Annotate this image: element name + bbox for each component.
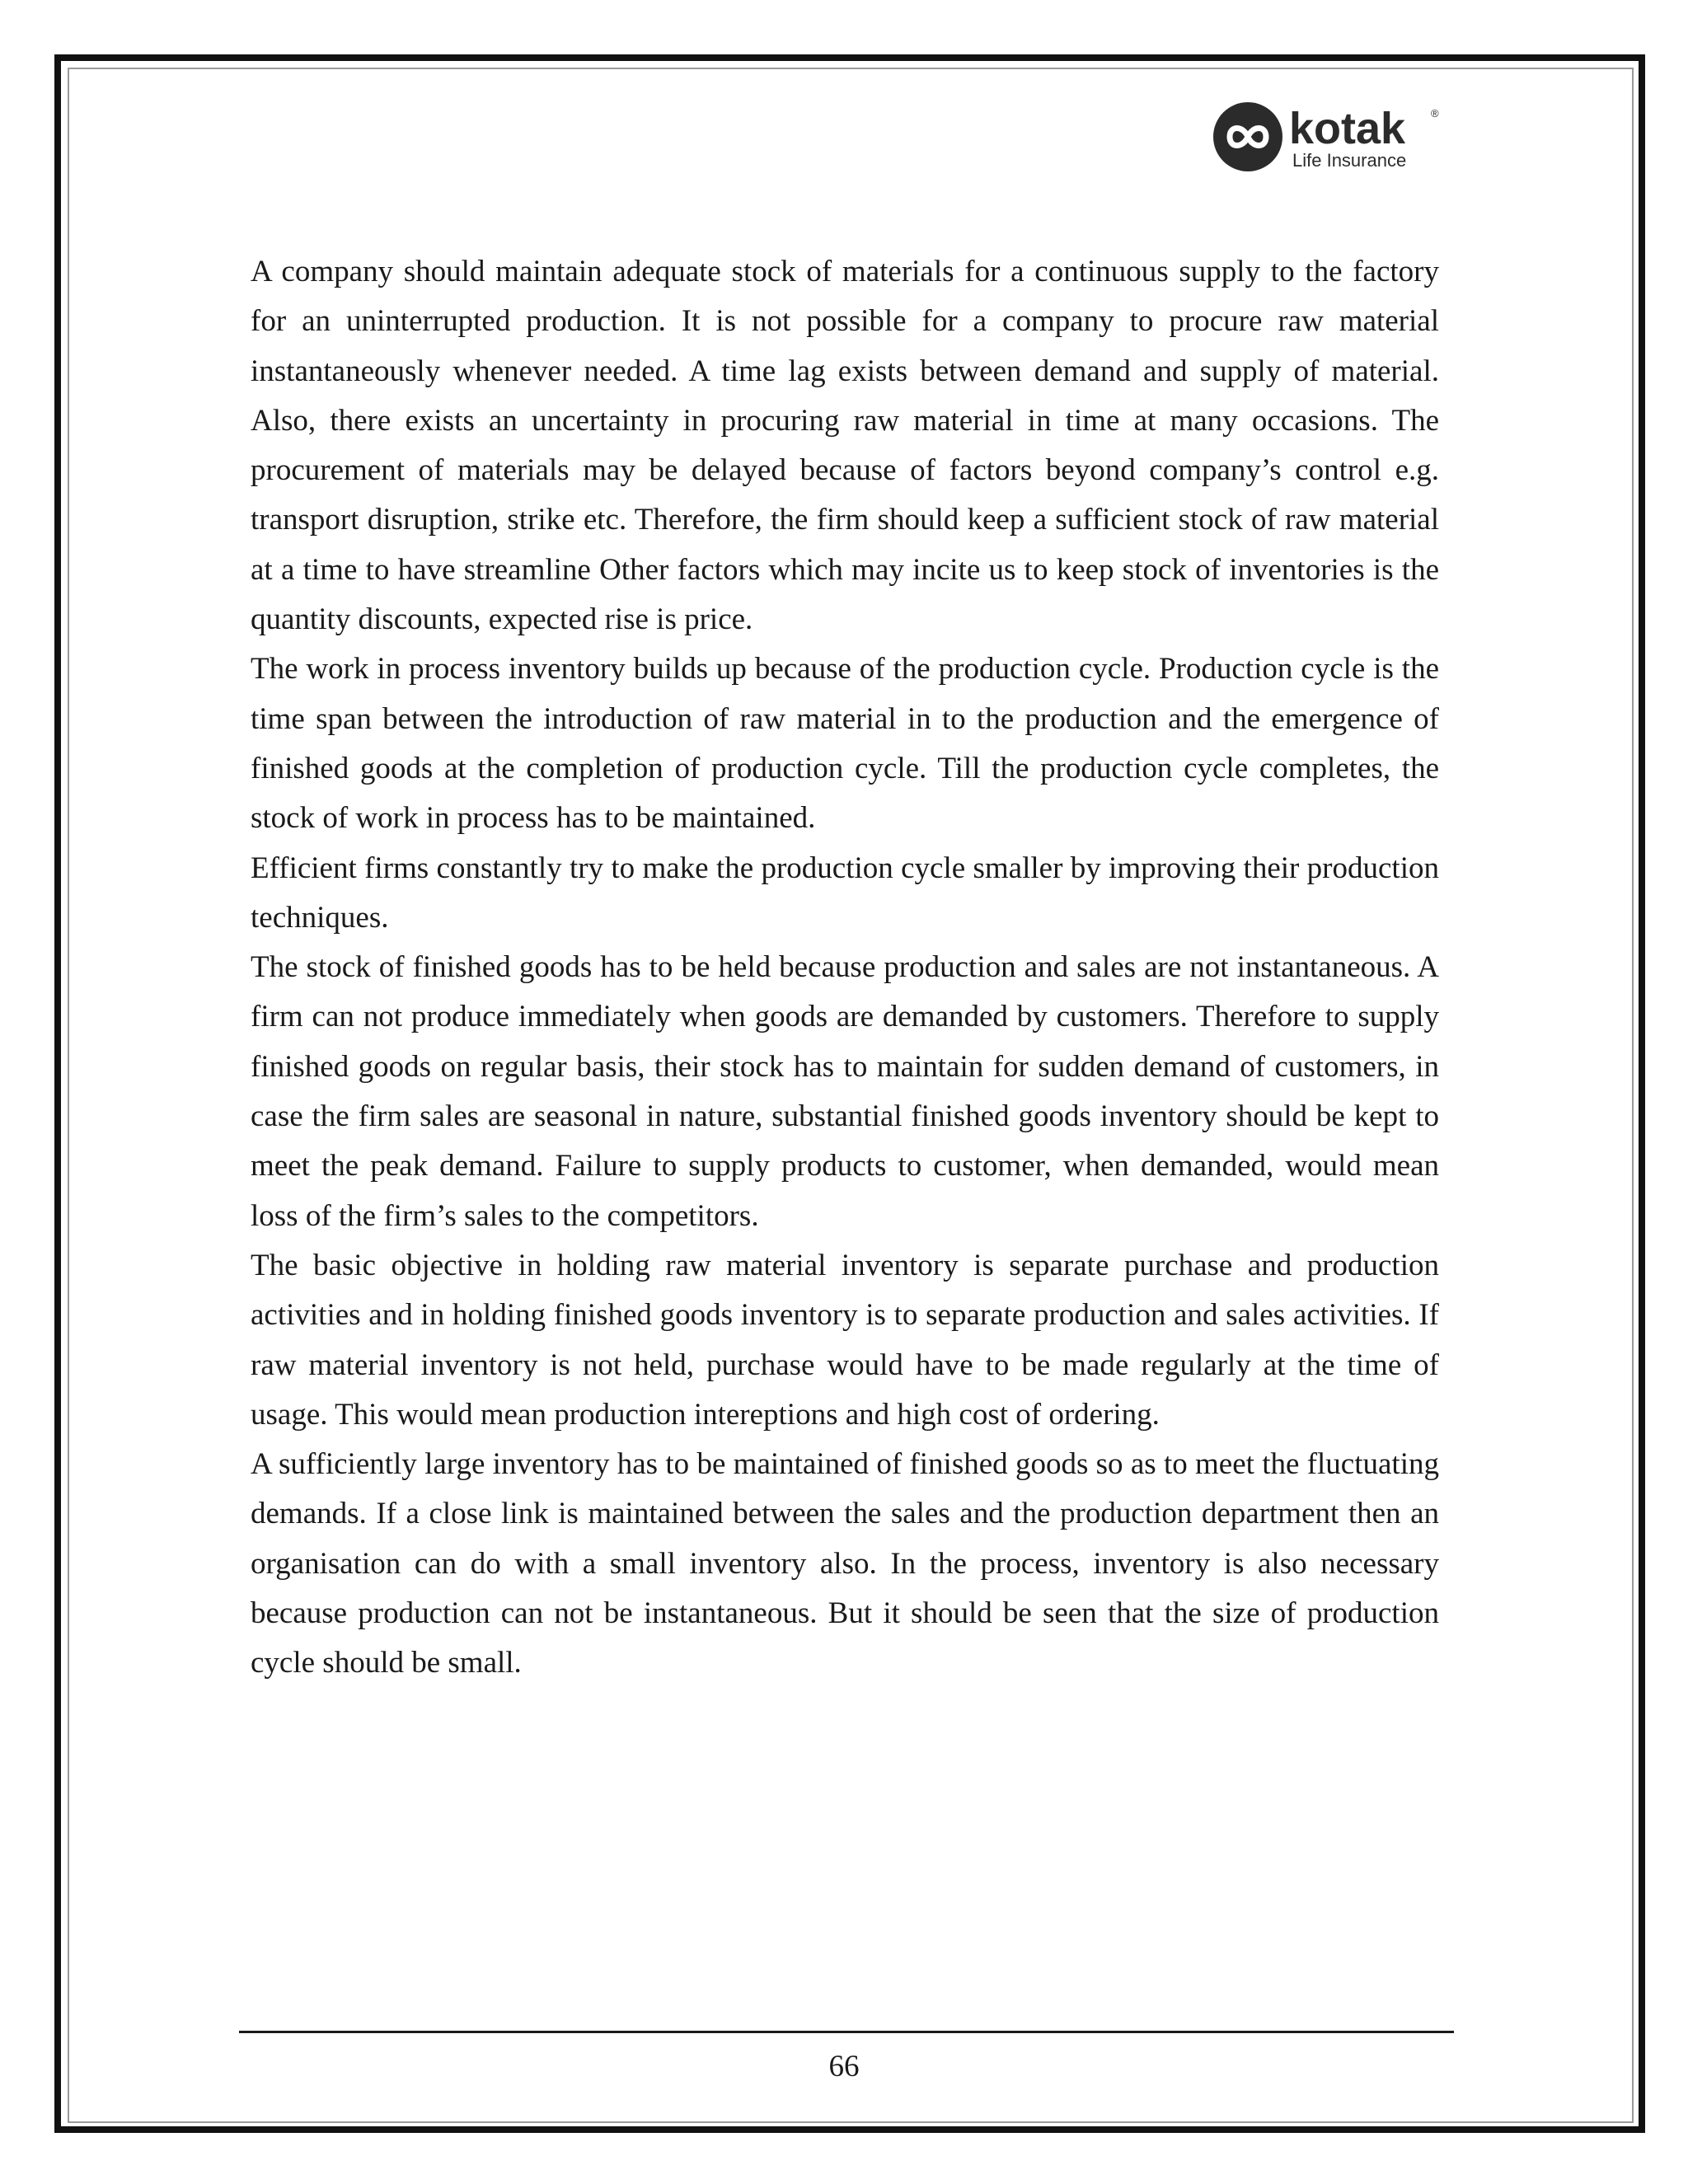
page-number: 66 — [828, 2050, 860, 2083]
kotak-logo — [1210, 97, 1442, 176]
paragraph: Efficient firms constantly try to make the production cycle smaller by improving their production techniques. — [251, 851, 1439, 935]
registered-mark: ® — [1431, 107, 1439, 120]
kotak-infinity-logo-icon — [1210, 97, 1442, 176]
brand-wordmark: kotak — [1289, 104, 1406, 153]
paragraph: The stock of finished goods has to be held because production and sales are not instantaneous. A firm can not produce immediately when goods are demanded by customers. Therefore to supply finished goods on regular basis, their stock has to maintain for sudden demand of customers, in case the firm sales are seasonal in nature, substantial finished goods inventory should be kept to meet the peak demand. Failure to supply products to customer, when demanded, would mean loss of the firm’s sales to the competitors. — [251, 950, 1439, 1233]
paragraph: A company should maintain adequate stock of materials for a continuous supply to the factory for an uninterrupted production. It is not possible for a company to procure raw material instantaneously whenever needed. A time lag exists between demand and supply of material. Also, there exists an uncertainty in procuring raw material in time at many occasions. The procurement of materials may be delayed because of factors beyond company’s control e.g. transport disruption, strike etc. Therefore, the firm should keep a sufficient stock of raw material at a time to have streamline Other factors which may incite us to keep stock of inventories is the quantity discounts, expected rise is price. — [251, 255, 1439, 637]
body-text — [251, 247, 1439, 1689]
paragraph: The work in process inventory builds up because of the production cycle. Production cycle is the time span between the introduction of raw material in to the production and the emergence of finished goods at the completion of production cycle. Till the production cycle completes, the stock of work in process has to be maintained. — [251, 652, 1439, 836]
paragraph: The basic objective in holding raw material inventory is separate purchase and production activities and in holding finished goods inventory is to separate production and sales activities. If raw material inventory is not held, purchase would have to be made regularly at the time of usage. This would mean production intereptions and high cost of ordering. — [251, 1248, 1439, 1432]
brand-tagline: Life Insurance — [1292, 150, 1407, 171]
paragraph: A sufficiently large inventory has to be maintained of finished goods so as to meet the fluctuating demands. If a close link is maintained between the sales and the production department then an organisation can do with a small inventory also. In the process, inventory is also necessary because production can not be instantaneous. But it should be seen that the size of production cycle should be small. — [251, 1447, 1439, 1680]
footer-divider — [239, 2031, 1454, 2033]
